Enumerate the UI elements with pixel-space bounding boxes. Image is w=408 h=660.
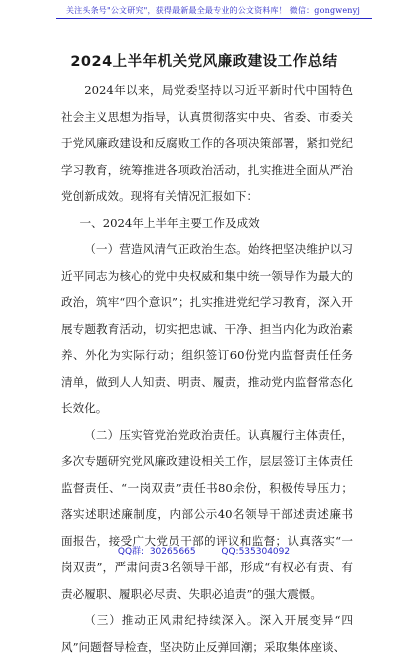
intro-paragraph: 2024年以来，局党委坚持以习近平新时代中国特色社会主义思想为指导，认真贯彻落实中央、省委、市委关于党风廉政建设和反腐败工作的各项决策部署，紧扣党纪学习教育，统筹推进各项政治活动，扎实推进全面从严治党创新成效。现将有关情况汇报如下： <box>61 83 353 203</box>
body-paragraph: （三）推动正风肃纪持续深入。深入开展变异“四风”问题督导检查，坚决防止反弹回潮；采取集体座谈、 <box>61 613 353 654</box>
contact-footer: QQ群: 30265665 QQ:535304092 <box>117 547 291 557</box>
promo-header: 关注头条号"公文研究"，获得最新最全最专业的公文资料库！ 微信：gongwenyj <box>65 6 361 15</box>
document-title: 2024上半年机关党风廉政建设工作总结 <box>70 54 338 70</box>
header-divider <box>56 18 372 19</box>
body-paragraph: （一）营造风清气正政治生态。始终把坚决维护以习近平同志为核心的党中央权威和集中统一领导作为最大的政治，筑牢“四个意识”；扎实推进党纪学习教育，深入开展专题教育活动，切实把忠诚、干净、担当内化为政治素养、外化为实际行动；组织签订60份党内监督责任任务清单，做到人人知责、明责、履责，推动党内监督常态化长效化。 <box>61 242 353 415</box>
document-body <box>61 77 353 660</box>
section-heading: 一、2024年上半年主要工作及成效 <box>79 215 260 230</box>
body-paragraph: （二）压实管党治党政治责任。认真履行主体责任，多次专题研究党风廉政建设相关工作，层层签订主体责任监督责任、“一岗双责”责任书80余份，积极传导压力；落实述职述廉制度，内部公示40名领导干部述责述廉书面报告，接受广大党员干部的评议和监督；认真落实“一岗双责”，严肃问责3名领导干部，形成“有权必有责、有责必履职、履职必尽责、失职必追责”的强大震慑。 <box>61 427 353 601</box>
